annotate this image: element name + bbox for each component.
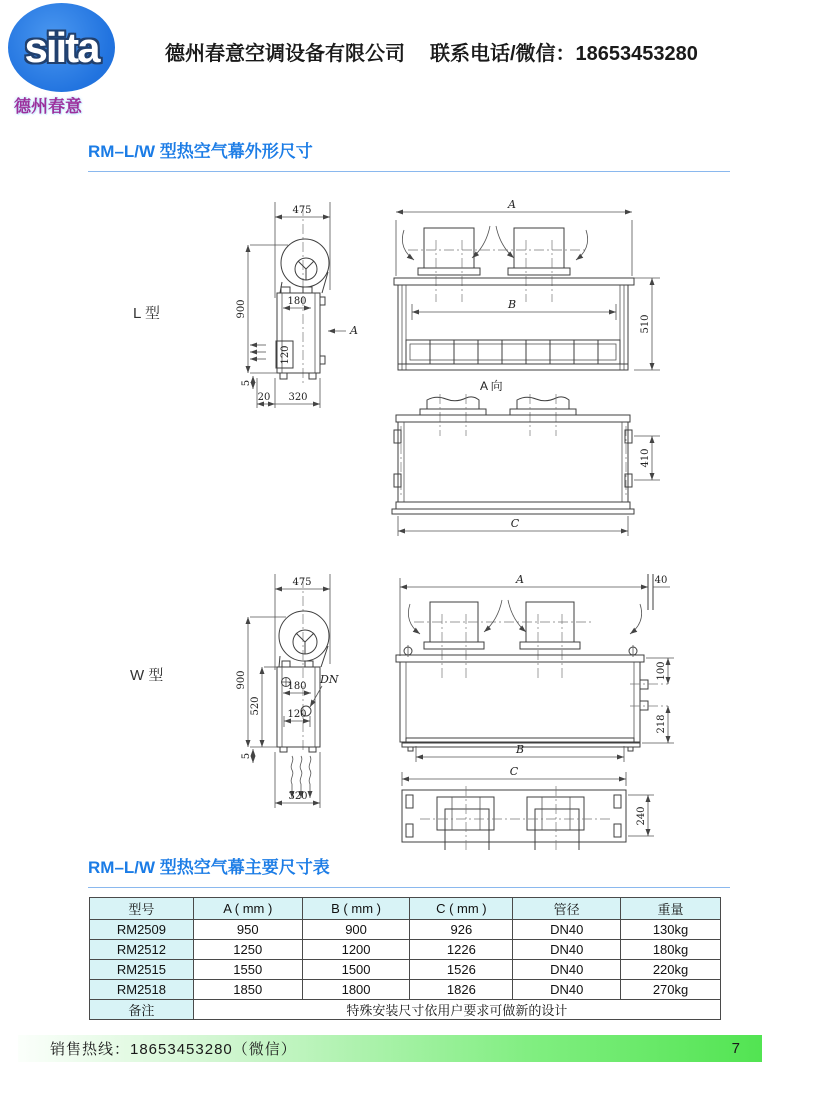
sales-hotline: 销售热线：18653453280（微信） bbox=[50, 1041, 297, 1058]
table-cell: 900 bbox=[302, 920, 410, 940]
table-cell: 180kg bbox=[621, 940, 721, 960]
table-cell: 1250 bbox=[193, 940, 302, 960]
table-cell: 1800 bbox=[302, 980, 410, 1000]
table-cell: 1500 bbox=[302, 960, 410, 980]
table-header-weight: 重量 bbox=[621, 898, 721, 920]
dim-label-a: A bbox=[508, 198, 516, 211]
table-cell: DN40 bbox=[513, 940, 621, 960]
dim-label-40: 40 bbox=[654, 575, 668, 586]
table-cell: 926 bbox=[410, 920, 513, 940]
dim-label-475: 475 bbox=[292, 577, 312, 588]
table-header-row bbox=[90, 898, 721, 920]
table-cell: 220kg bbox=[621, 960, 721, 980]
w-type-bottom-view bbox=[402, 765, 654, 850]
dim-label-100: 100 bbox=[656, 661, 667, 681]
table-cell: 1826 bbox=[410, 980, 513, 1000]
table-cell: 130kg bbox=[621, 920, 721, 940]
footer-bar bbox=[18, 1035, 762, 1062]
dim-label-240: 240 bbox=[636, 806, 647, 826]
table-cell: 1526 bbox=[410, 960, 513, 980]
table-cell-model: RM2515 bbox=[90, 960, 194, 980]
section-title-main-dimensions-table: RM–L/W 型热空气幕主要尺寸表 bbox=[88, 853, 730, 888]
dim-label-520: 520 bbox=[250, 696, 261, 716]
dimensions-table bbox=[89, 897, 721, 1020]
table-cell: 270kg bbox=[621, 980, 721, 1000]
view-label-a-direction: A 向 bbox=[480, 379, 503, 393]
dim-label-a: A bbox=[516, 573, 524, 586]
table-header-pipe: 管径 bbox=[513, 898, 621, 920]
dim-label-900: 900 bbox=[236, 670, 247, 690]
logo-subtext: 德州春意 bbox=[14, 97, 82, 116]
note-text-cell: 特殊安装尺寸依用户要求可做新的设计 bbox=[193, 1000, 720, 1020]
dim-label-320: 320 bbox=[288, 791, 308, 802]
table-row bbox=[90, 980, 721, 1000]
table-cell: 1850 bbox=[193, 980, 302, 1000]
table-cell: 1550 bbox=[193, 960, 302, 980]
dim-label-20: 20 bbox=[257, 392, 271, 403]
table-cell-model: RM2512 bbox=[90, 940, 194, 960]
table-header-model: 型号 bbox=[90, 898, 194, 920]
table-cell: 1226 bbox=[410, 940, 513, 960]
table-header-c: C ( mm ) bbox=[410, 898, 513, 920]
contact-phone: 联系电话/微信：18653453280 bbox=[430, 43, 698, 65]
dim-label-218: 218 bbox=[656, 714, 667, 734]
table-note-row bbox=[90, 1000, 721, 1020]
l-type-label: L 型 bbox=[133, 305, 160, 322]
siita-logo-icon bbox=[8, 3, 115, 92]
dn-pipe-label: DN bbox=[320, 673, 339, 686]
view-arrow-label-a: A bbox=[350, 324, 358, 337]
table-header-b: B ( mm ) bbox=[302, 898, 410, 920]
table-cell: DN40 bbox=[513, 980, 621, 1000]
table-row bbox=[90, 940, 721, 960]
dim-label-475: 475 bbox=[292, 205, 312, 216]
table-cell-model: RM2509 bbox=[90, 920, 194, 940]
note-label-cell: 备注 bbox=[90, 1000, 194, 1020]
dim-label-b: B bbox=[515, 743, 525, 756]
logo-text: siita bbox=[24, 23, 99, 71]
table-cell: DN40 bbox=[513, 960, 621, 980]
table-cell-model: RM2518 bbox=[90, 980, 194, 1000]
dim-label-900: 900 bbox=[236, 299, 247, 319]
dim-label-180: 180 bbox=[287, 296, 307, 307]
dim-label-120: 120 bbox=[287, 709, 307, 720]
table-row bbox=[90, 960, 721, 980]
l-type-a-view bbox=[392, 394, 660, 536]
table-cell: DN40 bbox=[513, 920, 621, 940]
page-number: 7 bbox=[731, 1040, 740, 1057]
table-cell: 1200 bbox=[302, 940, 410, 960]
dim-label-410: 410 bbox=[640, 448, 651, 468]
table-cell: 950 bbox=[193, 920, 302, 940]
dim-label-c: C bbox=[510, 517, 520, 530]
dim-label-320: 320 bbox=[288, 392, 308, 403]
table-row bbox=[90, 920, 721, 940]
w-type-label: W 型 bbox=[130, 667, 164, 684]
section-title-outline-dimensions: RM–L/W 型热空气幕外形尺寸 bbox=[88, 137, 730, 172]
dim-label-180: 180 bbox=[287, 681, 307, 692]
w-type-side-view bbox=[236, 574, 339, 808]
w-type-front-view bbox=[396, 573, 674, 762]
l-type-side-view bbox=[236, 202, 358, 408]
l-type-front-view bbox=[394, 198, 660, 393]
table-header-a: A ( mm ) bbox=[193, 898, 302, 920]
dim-label-510: 510 bbox=[640, 314, 651, 334]
dim-label-b: B bbox=[507, 298, 517, 311]
technical-drawings bbox=[0, 190, 816, 850]
dim-label-c: C bbox=[509, 765, 519, 778]
company-name: 德州春意空调设备有限公司 bbox=[165, 43, 405, 65]
dim-label-5: 5 bbox=[241, 379, 252, 387]
dim-label-5: 5 bbox=[241, 752, 252, 760]
dim-label-120: 120 bbox=[280, 345, 291, 365]
